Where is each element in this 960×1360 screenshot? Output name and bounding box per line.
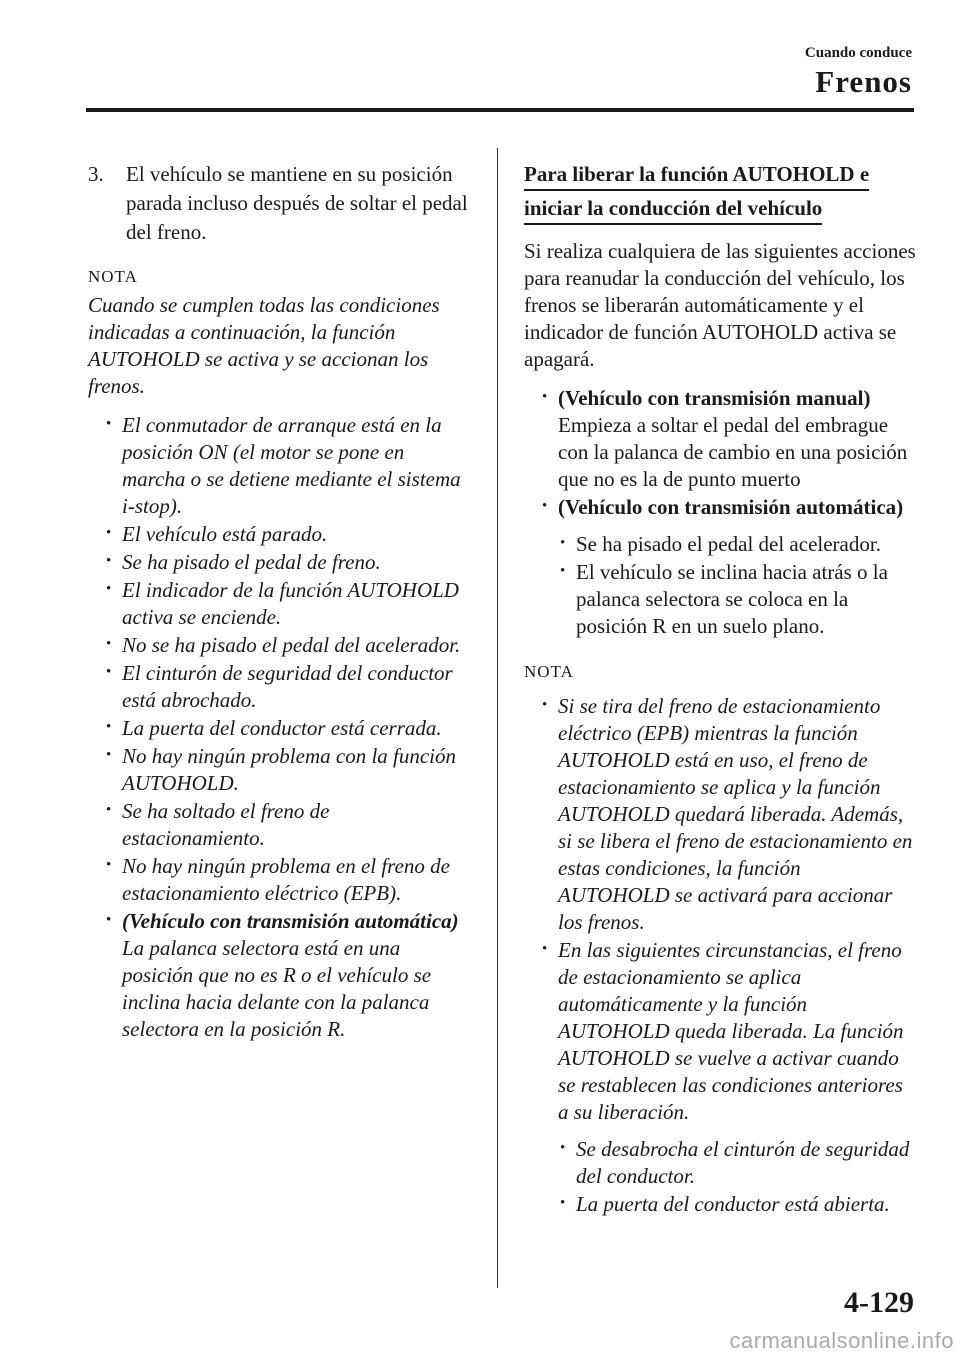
column-divider xyxy=(497,148,498,1288)
release-heading-line2: iniciar la conducción del vehículo xyxy=(524,194,822,225)
nota-label: NOTA xyxy=(524,662,574,681)
right-column xyxy=(524,160,916,1219)
list-item xyxy=(540,385,916,493)
auto-sub-list xyxy=(524,531,916,640)
page-number: 4-129 xyxy=(844,1286,914,1319)
list-item: • No hay ningún problema con la función AUTOHOLD. xyxy=(104,743,468,797)
section-header xyxy=(805,44,912,100)
nota-list xyxy=(524,693,916,1126)
list-item: • No se ha pisado el pedal del acelerador. xyxy=(104,632,468,659)
manual-title: (Vehículo con transmisión manual) xyxy=(558,386,871,410)
release-list xyxy=(524,385,916,521)
list-item: • En las siguientes circunstancias, el freno de estacionamiento se aplica automáticamente y la función AUTOHOLD queda liberada. La función AUTOHOLD se vuelve a activar cuando se restablecen las condiciones anteriores a su liberación. xyxy=(540,937,916,1126)
step-text: El vehículo se mantiene en su posición parada incluso después de soltar el pedal del freno. xyxy=(126,162,468,244)
conditions-list xyxy=(88,412,468,1043)
list-item: • La puerta del conductor está abierta. xyxy=(558,1191,916,1218)
list-item xyxy=(540,494,916,521)
left-column xyxy=(88,160,468,1044)
list-item: • El vehículo está parado. xyxy=(104,521,468,548)
list-item: • Se desabrocha el cinturón de seguridad del conductor. xyxy=(558,1136,916,1190)
list-item: • No hay ningún problema en el freno de estacionamiento eléctrico (EPB). xyxy=(104,853,468,907)
section-subtitle: Cuando conduce xyxy=(804,45,912,61)
auto-condition-title: (Vehículo con transmisión automática) xyxy=(122,909,459,933)
release-heading xyxy=(524,160,916,228)
list-item xyxy=(104,908,468,1043)
list-item: • Se ha pisado el pedal del acelerador. xyxy=(558,531,916,558)
list-item: • El indicador de la función AUTOHOLD activa se enciende. xyxy=(104,577,468,631)
list-item: • La puerta del conductor está cerrada. xyxy=(104,715,468,742)
list-item: • Si se tira del freno de estacionamiento eléctrico (EPB) mientras la función AUTOHOLD está en uso, el freno de estacionamiento se aplica y la función AUTOHOLD quedará liberada. Además, si se libera el freno de estacionamiento en estas condiciones, la función AUTOHOLD se activará para accionar los frenos. xyxy=(540,693,916,936)
watermark: carmanualsonline.info xyxy=(729,1328,954,1353)
step-3 xyxy=(88,160,468,247)
header-rule xyxy=(86,108,914,112)
nota-label: NOTA xyxy=(88,267,138,286)
step-number: 3. xyxy=(88,162,104,186)
auto-condition-text: La palanca selectora está en una posición que no es R o el vehículo se inclina hacia delante con la palanca selectora en la posición R. xyxy=(122,936,432,1041)
section-title: Frenos xyxy=(815,64,912,99)
list-item: • Se ha pisado el pedal de freno. xyxy=(104,549,468,576)
nota-sub-list xyxy=(524,1136,916,1218)
list-item: • El vehículo se inclina hacia atrás o la palanca selectora se coloca en la posición R en un suelo plano. xyxy=(558,559,916,640)
list-item: • El cinturón de seguridad del conductor está abrochado. xyxy=(104,660,468,714)
manual-text: Empieza a soltar el pedal del embrague con la palanca de cambio en una posición que no es la de punto muerto xyxy=(558,413,908,491)
list-item: • Se ha soltado el freno de estacionamiento. xyxy=(104,798,468,852)
release-intro: Si realiza cualquiera de las siguientes acciones para reanudar la conducción del vehículo, los frenos se liberarán automáticamente y el indicador de función AUTOHOLD activa se apagará. xyxy=(524,239,916,371)
auto-title: (Vehículo con transmisión automática) xyxy=(558,495,904,519)
list-item: • El conmutador de arranque está en la posición ON (el motor se pone en marcha o se detiene mediante el sistema i-stop). xyxy=(104,412,468,520)
nota-intro: Cuando se cumplen todas las condiciones indicadas a continuación, la función AUTOHOLD se activa y se accionan los frenos. xyxy=(88,293,440,398)
release-heading-line1: Para liberar la función AUTOHOLD e xyxy=(524,160,869,191)
